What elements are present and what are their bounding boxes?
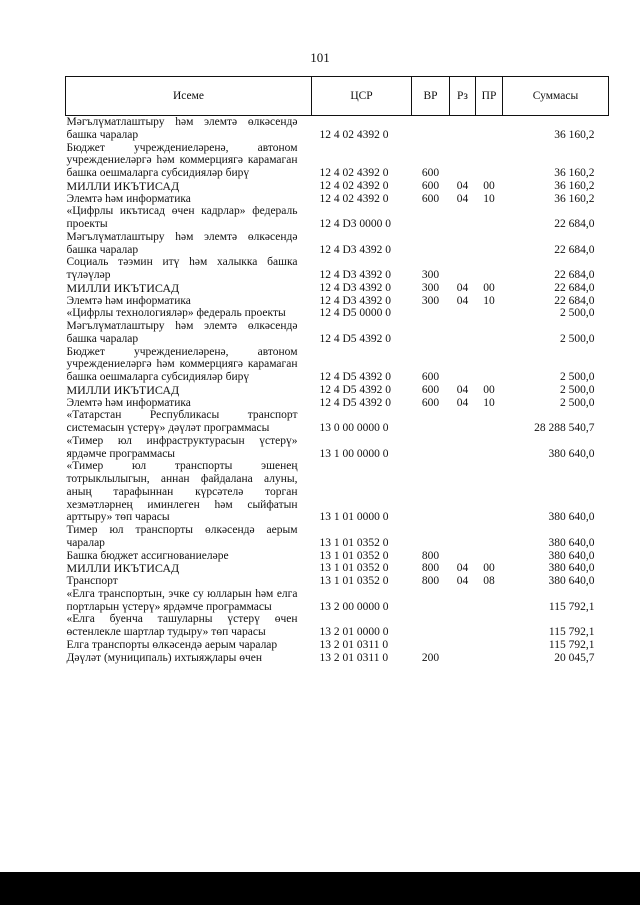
cell-csr: 12 4 D3 4392 0: [319, 281, 392, 294]
budget-table: [65, 76, 609, 664]
cell-vr: 600: [421, 192, 440, 205]
cell-rz: 04: [456, 294, 469, 307]
table-row: [66, 575, 609, 588]
cell-pr: 10: [483, 192, 495, 205]
cell-pr: [476, 435, 503, 461]
cell-rz: [450, 409, 476, 435]
col-header-sum: Суммасы: [503, 77, 609, 116]
cell-sum: 22 684,0: [554, 269, 595, 281]
scan-bottom-border: [0, 872, 640, 905]
table-row: [66, 652, 609, 665]
cell-csr: 12 4 02 4392 0: [319, 167, 389, 179]
cell-sum: 2 500,0: [560, 371, 595, 383]
cell-csr: 12 4 D3 4392 0: [319, 269, 392, 281]
cell-vr: 800: [421, 575, 440, 587]
cell-name: МИЛЛИ ИКЪТИСАД: [66, 561, 180, 576]
cell-name: «Тимер юл инфраструктурасын үстерү» ярдәмче программасы: [66, 434, 298, 460]
cell-vr: [412, 639, 450, 652]
cell-vr: [412, 231, 450, 257]
cell-name: Дәүләт (муниципаль) ихтыяҗлары өчен: [66, 651, 263, 664]
cell-vr: 800: [421, 549, 440, 562]
cell-vr: 600: [421, 383, 440, 396]
cell-pr: [476, 256, 503, 282]
cell-vr: [412, 320, 450, 346]
cell-sum: 115 792,1: [548, 626, 595, 638]
cell-name: Социаль тәэмин итү һәм халыкка башка түләүләр: [66, 256, 298, 281]
cell-vr: [412, 205, 450, 231]
cell-name: Транспорт: [66, 575, 118, 587]
table-row: [66, 116, 609, 142]
table-row: [66, 435, 609, 461]
page-number: 101: [310, 50, 330, 65]
cell-rz: 04: [456, 192, 469, 205]
cell-sum: 380 640,0: [548, 562, 595, 575]
cell-name: Элемтә һәм информатика: [66, 294, 191, 307]
cell-sum: 380 640,0: [548, 511, 595, 524]
cell-pr: [476, 460, 503, 524]
cell-vr: [412, 409, 450, 435]
cell-pr: 10: [483, 294, 495, 307]
table-row: [66, 282, 609, 295]
cell-pr: [476, 652, 503, 665]
cell-csr: 12 4 D3 4392 0: [319, 294, 392, 307]
cell-name: МИЛЛИ ИКЪТИСАД: [66, 382, 180, 397]
cell-sum: 20 045,7: [554, 651, 595, 664]
cell-sum: 115 792,1: [548, 638, 595, 651]
cell-name: Тимер юл транспорты өлкәсендә аерым чаралар: [66, 524, 298, 549]
cell-rz: [450, 613, 476, 639]
table-row: [66, 562, 609, 575]
col-header-name: Исеме: [66, 77, 312, 116]
cell-sum: 22 684,0: [554, 218, 595, 230]
cell-name: Мәгълүматлаштыру һәм элемтә өлкәсендә башка чаралар: [66, 230, 298, 256]
cell-pr: [476, 639, 503, 652]
cell-name: «Елга транспортын, эчке су юлларын һәм елга портларын үстерү» ярдәмче программасы: [66, 587, 298, 613]
cell-vr: [412, 588, 450, 614]
cell-pr: [476, 231, 503, 257]
cell-csr: 12 4 D5 4392 0: [319, 396, 392, 409]
cell-sum: 380 640,0: [548, 549, 595, 562]
table-row: [66, 142, 609, 180]
cell-rz: [450, 346, 476, 384]
cell-sum: 2 500,0: [560, 396, 595, 409]
table-row: [66, 460, 609, 524]
cell-pr: [476, 320, 503, 346]
cell-pr: [476, 205, 503, 231]
cell-name: Мәгълүматлаштыру һәм элемтә өлкәсендә башка чаралар: [66, 116, 298, 141]
cell-pr: [476, 142, 503, 180]
cell-sum: 22 684,0: [554, 243, 595, 256]
cell-csr: 12 4 02 4392 0: [319, 179, 389, 192]
cell-sum: 2 500,0: [560, 332, 595, 345]
cell-sum: 115 792,1: [548, 600, 595, 613]
cell-rz: [450, 116, 476, 142]
cell-name: «Тимер юл транспорты эшенең тотрыклылыгын, аннан файдалана алуны, аның тарафыннан күрсәтелә торган хезмәтләрнең иминлеген һәм сыйфатын арттыру» төп чарасы: [66, 460, 298, 524]
cell-rz: 04: [456, 281, 469, 294]
cell-name: Бюджет учреждениеләренә, автоном учреждениеләргә һәм коммерциягә карамаган башка оешмаларга субсидияләр бирү: [66, 141, 298, 179]
cell-csr: 12 4 D5 4392 0: [319, 371, 392, 383]
col-header-csr: ЦСР: [312, 77, 412, 116]
cell-rz: [450, 320, 476, 346]
cell-sum: 380 640,0: [548, 575, 595, 587]
cell-csr: 13 1 01 0352 0: [319, 536, 389, 549]
cell-rz: [450, 550, 476, 563]
cell-pr: 00: [483, 562, 495, 575]
table-row: [66, 231, 609, 257]
cell-vr: 600: [421, 396, 440, 409]
cell-vr: [412, 435, 450, 461]
cell-csr: 13 1 01 0352 0: [319, 562, 389, 575]
cell-csr: 12 4 02 4392 0: [319, 128, 389, 141]
cell-pr: 00: [483, 383, 495, 396]
table-row: [66, 639, 609, 652]
cell-rz: [450, 256, 476, 282]
cell-name: «Цифрлы технологияләр» федераль проекты: [66, 307, 286, 320]
col-header-pr: ПР: [476, 77, 503, 116]
cell-sum: 2 500,0: [560, 383, 595, 396]
cell-csr: 13 1 01 0000 0: [319, 511, 389, 524]
cell-vr: [412, 116, 450, 142]
cell-sum: 380 640,0: [548, 447, 595, 460]
cell-vr: [412, 460, 450, 524]
cell-csr: 12 4 D5 4392 0: [319, 383, 392, 396]
cell-pr: 00: [483, 179, 495, 192]
cell-name: Башка бюджет ассигнованиеләре: [66, 549, 229, 562]
cell-rz: [450, 588, 476, 614]
table-row: [66, 180, 609, 193]
cell-pr: [476, 613, 503, 639]
header-row: [66, 77, 609, 116]
cell-pr: [476, 116, 503, 142]
cell-pr: [476, 307, 503, 320]
cell-csr: 12 4 02 4392 0: [319, 192, 389, 205]
cell-rz: [450, 142, 476, 180]
cell-rz: 04: [456, 575, 469, 587]
cell-name: МИЛЛИ ИКЪТИСАД: [66, 178, 180, 193]
cell-csr: 13 1 01 0352 0: [319, 575, 389, 587]
cell-sum: 36 160,2: [554, 179, 595, 192]
cell-vr: 300: [421, 294, 440, 307]
cell-vr: 600: [421, 179, 440, 192]
cell-pr: [476, 346, 503, 384]
cell-sum: 380 640,0: [548, 536, 595, 549]
cell-pr: [476, 550, 503, 563]
cell-pr: 10: [483, 396, 495, 409]
col-header-rz: Рз: [450, 77, 476, 116]
cell-rz: [450, 639, 476, 652]
table-row: [66, 256, 609, 282]
cell-name: Мәгълүматлаштыру һәм элемтә өлкәсендә башка чаралар: [66, 320, 298, 345]
table-row: [66, 295, 609, 308]
cell-csr: 12 4 D3 4392 0: [319, 243, 392, 256]
cell-csr: 13 1 01 0352 0: [319, 549, 389, 562]
cell-sum: 22 684,0: [554, 281, 595, 294]
cell-csr: 12 4 D5 4392 0: [319, 332, 392, 345]
cell-sum: 22 684,0: [554, 294, 595, 307]
cell-csr: 13 2 01 0311 0: [319, 638, 389, 651]
cell-vr: [412, 524, 450, 550]
cell-sum: 2 500,0: [560, 307, 595, 320]
cell-name: МИЛЛИ ИКЪТИСАД: [66, 280, 180, 295]
cell-name: «Елга буенча ташуларны үстерү өчен өстенлекле шартлар тудыру» төп чарасы: [66, 613, 298, 638]
cell-name: «Цифрлы икътисад өчен кадрлар» федераль проекты: [66, 205, 298, 230]
cell-rz: [450, 231, 476, 257]
col-header-vr: ВР: [412, 77, 450, 116]
cell-pr: 08: [483, 575, 495, 587]
cell-vr: 200: [421, 651, 440, 664]
table-row: [66, 346, 609, 384]
cell-sum: 36 160,2: [554, 128, 595, 141]
cell-csr: 12 4 D5 0000 0: [319, 307, 392, 320]
cell-name: Елга транспорты өлкәсендә аерым чаралар: [66, 638, 278, 651]
cell-rz: 04: [456, 179, 469, 192]
cell-pr: [476, 524, 503, 550]
cell-rz: 04: [456, 383, 469, 396]
cell-rz: [450, 205, 476, 231]
table-row: [66, 307, 609, 320]
cell-vr: 800: [421, 562, 440, 575]
cell-rz: [450, 307, 476, 320]
table-row: [66, 409, 609, 435]
cell-csr: 13 1 00 0000 0: [319, 447, 389, 460]
cell-sum: 36 160,2: [554, 167, 595, 179]
cell-vr: 300: [421, 269, 440, 281]
cell-sum: 36 160,2: [554, 192, 595, 205]
cell-pr: 00: [483, 281, 495, 294]
cell-vr: [412, 307, 450, 320]
cell-rz: 04: [456, 562, 469, 575]
cell-pr: [476, 588, 503, 614]
cell-csr: 13 0 00 0000 0: [319, 422, 389, 434]
cell-name: Бюджет учреждениеләренә, автоном учреждениеләргә һәм коммерциягә карамаган башка оешмаларга субсидияләр бирү: [66, 345, 298, 383]
cell-vr: 600: [421, 167, 440, 179]
cell-vr: [412, 613, 450, 639]
table-row: [66, 205, 609, 231]
cell-sum: 28 288 540,7: [534, 422, 595, 434]
cell-rz: [450, 435, 476, 461]
table-body: [66, 116, 609, 665]
cell-csr: 12 4 D3 0000 0: [319, 218, 392, 230]
cell-rz: [450, 652, 476, 665]
cell-csr: 13 2 01 0000 0: [319, 626, 389, 638]
cell-rz: [450, 524, 476, 550]
cell-rz: [450, 460, 476, 524]
cell-csr: 13 2 01 0311 0: [319, 651, 389, 664]
cell-csr: 13 2 00 0000 0: [319, 600, 389, 613]
table-row: [66, 397, 609, 410]
cell-pr: [476, 409, 503, 435]
cell-rz: 04: [456, 396, 469, 409]
table-row: [66, 524, 609, 550]
table-row: [66, 613, 609, 639]
cell-vr: 300: [421, 281, 440, 294]
cell-vr: 600: [421, 371, 440, 383]
cell-name: Элемтә һәм информатика: [66, 396, 191, 409]
cell-name: «Татарстан Республикасы транспорт системасын үстерү» дәүләт программасы: [66, 409, 298, 434]
table-row: [66, 588, 609, 614]
table-row: [66, 193, 609, 206]
cell-name: Элемтә һәм информатика: [66, 192, 191, 205]
table-row: [66, 320, 609, 346]
table-row: [66, 384, 609, 397]
